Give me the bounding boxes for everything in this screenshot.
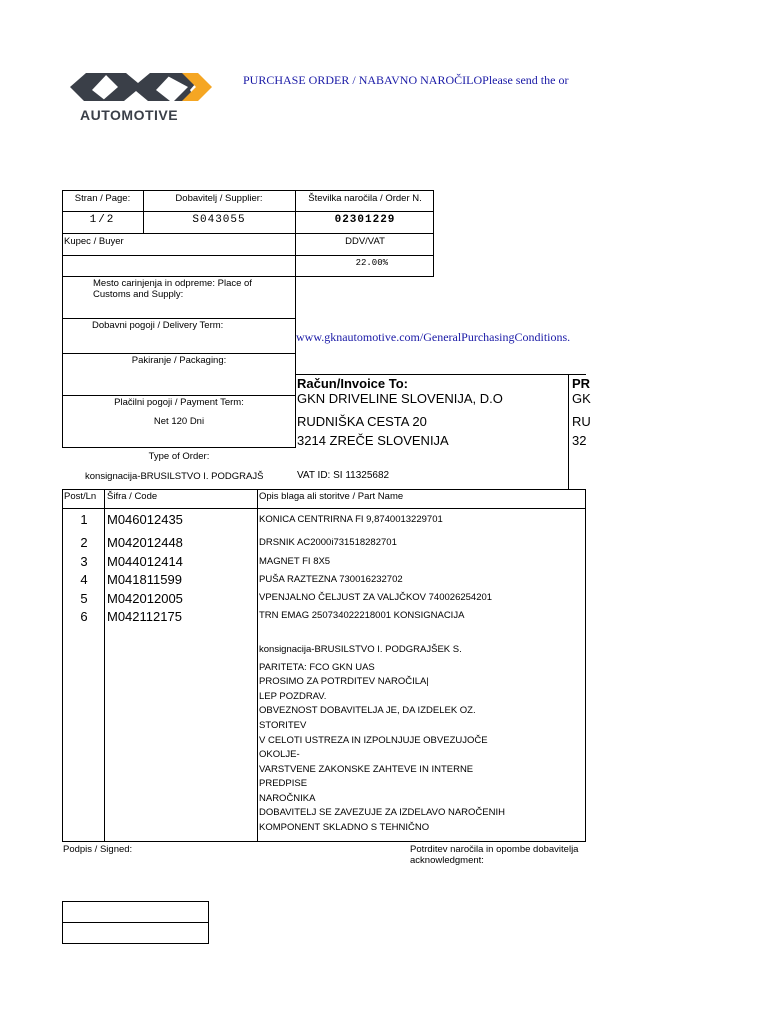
acknowledgment-line-2: acknowledgment: [410,855,484,866]
ship-to-label: PR [572,376,591,391]
note-line: DOBAVITELJ SE ZAVEZUJE ZA IZDELAVO NAROČENIH [259,807,505,818]
row-5-desc: VPENJALNO ČELJUST ZA VALJČKOV 740026254201 [259,592,493,603]
order-number-value: 02301229 [334,214,396,226]
row-1-desc: KONICA CENTRIRNA FI 9,8740013229701 [259,514,443,525]
invoice-street: RUDNIŠKA CESTA 20 [297,414,427,429]
note-line: OKOLJE- [259,749,300,760]
buyer-label: Kupec / Buyer [64,236,124,247]
col-desc-header: Opis blaga ali storitve / Part Name [259,491,404,502]
payment-value: Net 120 Dni [153,416,205,427]
note-line: PROSIMO ZA POTRDITEV NAROČILA| [259,676,429,687]
col-code-header: Šifra / Code [107,491,158,502]
supplier-value: S043055 [192,214,246,226]
row-5-code: M042012005 [107,591,183,606]
vat-value: 22.00% [355,258,388,268]
ship-to-city: 32 [572,433,587,448]
page-title: PURCHASE ORDER / NABAVNO NAROČILO [243,73,483,87]
row-3-code: M044012414 [107,554,183,569]
row-6-code: M042112175 [107,609,182,624]
row-2-number: 2 [80,535,88,550]
signed-label: Podpis / Signed: [63,844,133,855]
note-line: STORITEV [259,720,307,731]
row-4-code: M041811599 [107,572,182,587]
row-1-number: 1 [80,512,88,527]
row-4-number: 4 [80,572,88,587]
note-line: PARITETA: FCO GKN UAS [259,662,375,673]
note-line: V CELOTI USTREZA IN IZPOLNJUJE OBVEZUJOČE [259,735,488,746]
conditions-link-wrap [296,328,586,344]
order-type-label: Type of Order: [148,451,210,462]
row-6-number: 6 [80,609,88,624]
note-line: VARSTVENE ZAKONSKE ZAHTEVE IN INTERNE [259,764,474,775]
note-line: konsignacija-BRUSILSTVO I. PODGRAJŠEK S. [259,644,462,655]
invoice-company: GKN DRIVELINE SLOVENIJA, D.O [297,391,503,406]
row-2-desc: DRSNIK AC2000i731518282701 [259,537,397,548]
row-2-code: M042012448 [107,535,183,550]
row-4-desc: PUŠA RAZTEZNA 730016232702 [259,574,403,585]
page-value: 1/2 [89,214,116,226]
ship-to-cut [571,374,591,454]
gkn-logo [70,70,220,125]
invoice-city: 3214 ZREČE SLOVENIJA [297,433,449,448]
order-type-value: konsignacija-BRUSILSTVO I. PODGRAJŠ [85,471,264,482]
title-bar [243,71,585,87]
row-1-code: M046012435 [107,512,183,527]
vat-id: VAT ID: SI 11325682 [297,470,390,481]
page-label: Stran / Page: [74,193,131,204]
note-line: PREDPISE [259,778,308,789]
note-line: OBVEZNOST DOBAVITELJA JE, DA IZDELEK OZ. [259,705,476,716]
logo-subtitle: AUTOMOTIVE [80,107,179,123]
acknowledgment-block [410,844,586,868]
acknowledgment-line-1: Potrditev naročila in opombe dobavitelja [410,844,579,855]
ship-to-street: RU [572,414,591,429]
title-tail: Please send the or [482,73,569,87]
ship-to-company: GK [572,391,591,406]
packaging-label: Pakiranje / Packaging: [131,355,227,366]
vat-label: DDV/VAT [345,236,385,247]
supplier-label: Dobavitelj / Supplier: [175,193,263,204]
note-line: KOMPONENT SKLADNO S TEHNIČNO [259,822,430,833]
customs-label: Mesto carinjenja in odpreme: Place of Customs and Supply: [93,278,252,300]
row-3-desc: MAGNET FI 8X5 [259,556,331,567]
note-line: NAROČNIKA [259,793,316,804]
row-3-number: 3 [80,554,88,569]
row-5-number: 5 [80,591,88,606]
payment-label: Plačilni pogoji / Payment Term: [114,397,244,408]
col-post-header: Post/Ln [64,491,97,502]
invoice-label: Račun/Invoice To: [297,376,408,391]
row-6-desc: TRN EMAG 250734022218001 KONSIGNACIJA [259,610,465,621]
order-number-label: Številka naročila / Order N. [308,193,422,204]
purchasing-conditions-link[interactable]: www.gknautomotive.com/GeneralPurchasingConditions. [296,330,571,344]
delivery-label: Dobavni pogoji / Delivery Term: [92,320,224,331]
note-line: LEP POZDRAV. [259,691,327,702]
